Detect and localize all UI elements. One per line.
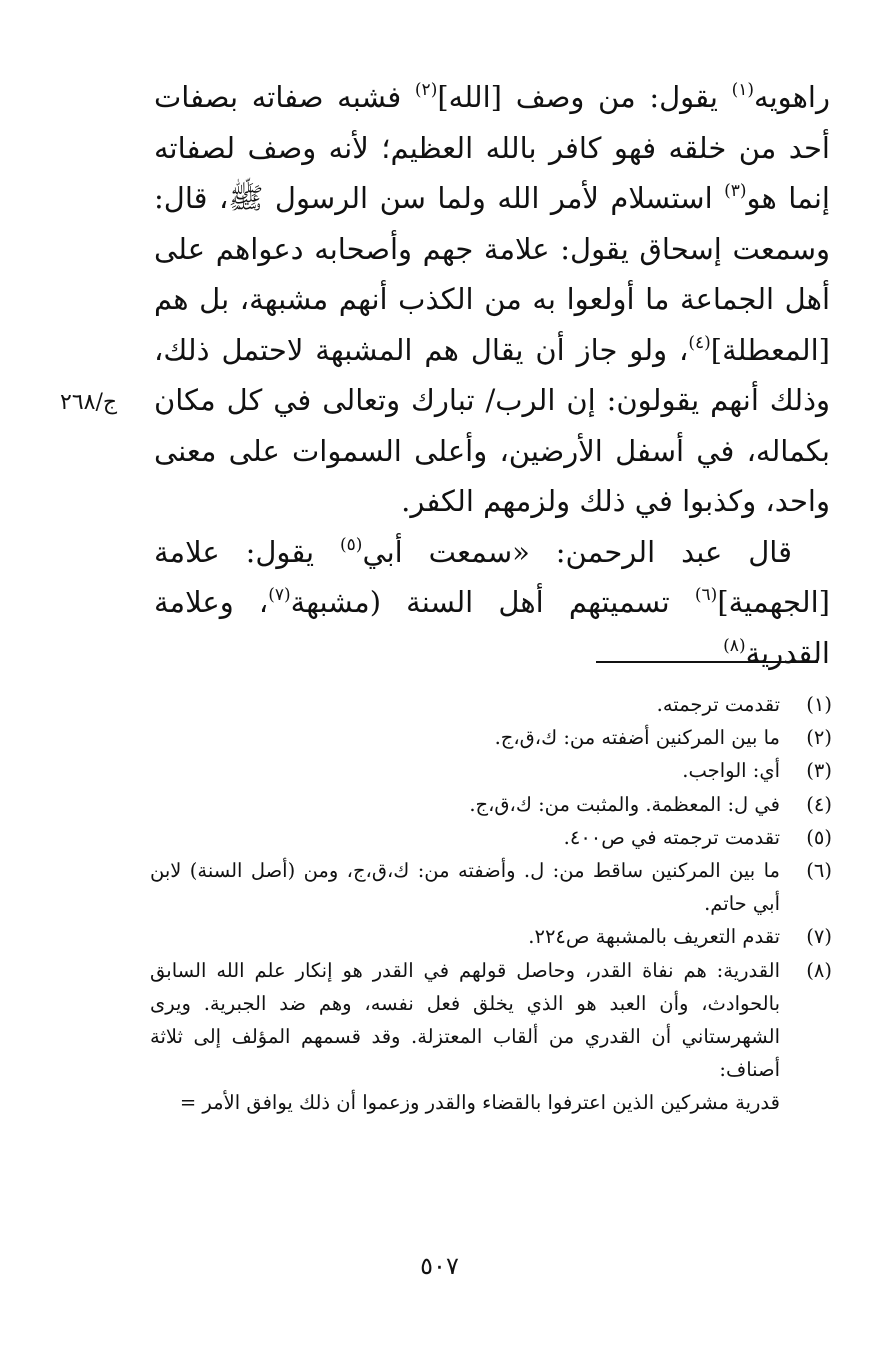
footnote-item: [150, 954, 832, 1087]
footnote-continuation-text: قدرية مشركين الذين اعترفوا بالقضاء والقدر وزعموا أن ذلك يوافق الأمر =: [179, 1091, 780, 1115]
footnote-item: [150, 721, 832, 754]
text-run: تسميتهم أهل السنة (مشبهة: [290, 585, 695, 619]
footnote-text: تقدمت ترجمته.: [656, 693, 780, 716]
footnote-ref[interactable]: (٧): [268, 585, 291, 605]
footnote-ref[interactable]: (٣): [724, 181, 747, 201]
paragraph-2: [154, 527, 830, 679]
footnote-text: ما بين المركنين أضفته من: ك،ق،ج.: [494, 726, 780, 750]
footnote-text: أي: الواجب.: [682, 759, 780, 783]
footnote-item: [150, 920, 832, 953]
footnote-text: تقدم التعريف بالمشبهة ص٢٢٤.: [528, 925, 780, 949]
footnote-ref[interactable]: (٦): [694, 585, 718, 605]
manuscript-page-marker: ج/٢٦٨: [60, 390, 118, 415]
page-number: ٥٠٧: [420, 1252, 459, 1280]
footnote-text: ما بين المركنين ساقط من: ل. وأضفته من: ك،ق،ج، ومن (أصل السنة) لابن أبي حاتم.: [150, 859, 780, 916]
footnote-number: (٣): [806, 759, 832, 783]
footnote-number: (٨): [806, 958, 832, 982]
footnote-ref[interactable]: (٨): [723, 635, 746, 656]
footnote-item: [150, 854, 832, 920]
text-run: راهويه: [754, 80, 830, 114]
footnote-item: [150, 688, 832, 721]
paragraph-1: [154, 72, 830, 527]
text-run: ، ولو جاز أن يقال هم المشبهة لاحتمل ذلك، وذلك أنهم يقولون: إن الرب/ تبارك وتعالى في كل مكان بكماله، في أسفل الأرضين، وأعلى السموات على معنى واحد، وكذبوا في ذلك ولزمهم الكفر.: [154, 332, 830, 518]
footnote-text: القدرية: هم نفاة القدر، وحاصل قولهم في القدر هو إنكار علم الله السابق بالحوادث، وأن العبد هو الذي يخلق فعل نفسه، وهم ضد الجبرية. ويرى الشهرستاني أن القدري من ألقاب المعتزلة. وقد قسمهم المؤلف إلى ثلاثة أصناف:: [150, 958, 780, 1082]
footnote-ref[interactable]: (٤): [688, 332, 711, 353]
footnote-number: (٤): [806, 792, 832, 816]
footnote-item: [150, 788, 832, 821]
footnote-item: [150, 821, 832, 854]
footnote-text: تقدمت ترجمته في ص٤٠٠.: [563, 825, 780, 849]
footnote-number: (١): [806, 693, 832, 716]
footnote-number: (٥): [806, 825, 832, 849]
footnote-item: [150, 754, 832, 787]
footnote-ref[interactable]: (٥): [340, 534, 363, 555]
text-run: يقول: من وصف [الله]: [437, 80, 732, 114]
footnote-ref[interactable]: (٢): [414, 80, 438, 100]
text-run: فشبه صفاته بصفات أحد من خلقه فهو كافر بالله العظيم؛ لأنه وصف لصفاته إنما هو: [154, 80, 830, 215]
footnote-separator: [596, 661, 818, 663]
footnote-text: في ل: المعظمة. والمثبت من: ك،ق،ج.: [469, 792, 780, 816]
text-run: استسلام لأمر الله ولما سن الرسول ﷺ، قال: وسمعت إسحاق يقول: علامة جهم وأصحابه دعواهم على أهل الجماعة ما أولعوا به من الكذب أنهم مشبهة، بل هم [المعطلة]: [154, 181, 830, 367]
text-run: ، وعلامة القدرية: [154, 585, 830, 670]
footnote-continuation: [150, 1086, 832, 1119]
footnote-number: (٢): [806, 726, 832, 750]
main-text: [154, 72, 830, 678]
footnote-number: (٦): [806, 859, 832, 883]
footnote-number: (٧): [806, 925, 832, 949]
text-run: يقول: علامة [الجهمية]: [154, 534, 830, 619]
footnote-ref[interactable]: (١): [731, 80, 755, 100]
footnotes: [150, 688, 832, 1120]
text-run: قال عبد الرحمن: «سمعت أبي: [362, 534, 792, 569]
